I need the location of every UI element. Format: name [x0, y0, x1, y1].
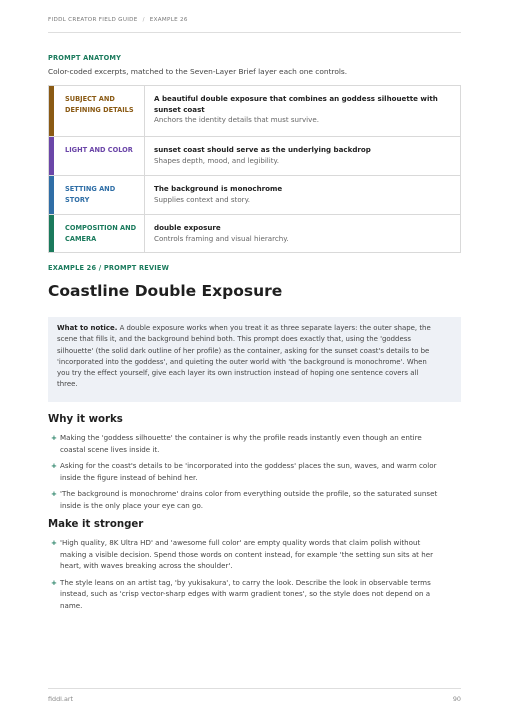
make-it-stronger-heading: Make it stronger: [48, 519, 144, 530]
layer-label-line: SETTING AND: [65, 185, 116, 193]
layer-row-setting: [49, 176, 460, 215]
plus-icon: +: [51, 538, 57, 547]
callout-line: scene that fills it, and the background behind both. This prompt does exactly that, using the 'goddess: [57, 335, 411, 344]
layer-color-bar: [49, 137, 54, 175]
layer-label-cell: [49, 215, 145, 252]
prompt-anatomy-table: [48, 85, 461, 253]
list-item: [48, 537, 461, 572]
callout-lead: What to notice.: [57, 324, 118, 332]
layer-label-cell: [49, 176, 145, 214]
bullet-line: 'High quality, 8K Ultra HD' and 'awesome full color' are empty quality words that claim polish without: [60, 538, 421, 547]
bullet-line: instead, such as 'crisp vector-sharp edges with warm gradient tones', so the style does not depend on a: [60, 589, 431, 598]
bullet-line: Asking for the coast's details to be 'incorporated into the goddess' places the sun, waves, and warm color: [60, 461, 437, 470]
example-number: EXAMPLE 26: [149, 17, 188, 23]
layer-note: Controls framing and visual hierarchy.: [154, 233, 289, 243]
list-item: [48, 460, 461, 483]
layer-color-bar: [49, 176, 54, 214]
guide-name: FIDDL CREATOR FIELD GUIDE: [48, 17, 138, 23]
plus-icon: +: [51, 433, 57, 442]
prompt-excerpt: A beautiful double exposure that combines an goddess silhouette with: [154, 94, 438, 103]
callout-line: three.: [57, 380, 78, 389]
layer-excerpt-cell: [145, 137, 460, 175]
page-title: Coastline Double Exposure: [48, 282, 283, 300]
list-item: [48, 577, 461, 612]
layer-excerpt-cell: [145, 176, 460, 214]
layer-label-line: LIGHT AND COLOR: [65, 146, 133, 154]
prompt-excerpt: sunset coast: [154, 104, 205, 114]
callout-line: [57, 323, 452, 334]
layer-color-bar: [49, 215, 54, 252]
bullet-line: inside is the only place your eye can go.: [60, 500, 204, 510]
callout-line: 'incorporated into the goddess', and quieting the outer world with 'the background is monochrome'. When: [57, 357, 427, 366]
make-it-stronger-list: [48, 537, 461, 616]
running-head: [48, 17, 188, 23]
anatomy-kicker: PROMPT ANATOMY: [48, 54, 122, 62]
layer-row-subject: [49, 86, 460, 137]
what-to-notice-callout: [48, 317, 461, 402]
prompt-excerpt: The background is monochrome: [154, 184, 283, 193]
layer-label-cell: [49, 137, 145, 175]
layer-label-line: COMPOSITION AND: [65, 224, 137, 232]
bullet-line: The style leans on an artist tag, 'by yukisakura', to carry the look. Describe the look in observable terms: [60, 577, 431, 587]
layer-note: Supplies context and story.: [154, 194, 251, 204]
layer-row-composition: [49, 215, 460, 253]
footer-site-name: fiddl.art: [48, 695, 73, 703]
layer-note: Shapes depth, mood, and legibility.: [154, 155, 279, 165]
plus-icon: +: [51, 489, 57, 498]
prompt-excerpt: sunset coast should serve as the underlying backdrop: [154, 145, 371, 154]
layer-note: Anchors the identity details that must survive.: [154, 115, 319, 124]
callout-line: silhouette' (the solid dark outline of her profile) as the container, asking for the sunset coast's details to be: [57, 346, 430, 355]
bullet-line: making a visible decision. Spend those words on content instead, for example 'the setting sun sits at her: [60, 549, 433, 559]
prompt-excerpt: double exposure: [154, 223, 221, 232]
layer-color-bar: [49, 86, 54, 136]
list-item: [48, 432, 461, 455]
list-item: [48, 488, 461, 511]
footer-divider: [48, 688, 461, 689]
layer-label-line: DEFINING DETAILS: [65, 105, 134, 114]
anatomy-intro: Color-coded excerpts, matched to the Seven-Layer Brief layer each one controls.: [48, 67, 348, 76]
review-kicker: EXAMPLE 26 / PROMPT REVIEW: [48, 264, 170, 272]
why-it-works-heading: Why it works: [48, 414, 123, 425]
layer-excerpt-cell: [145, 86, 460, 136]
header-divider: [48, 32, 461, 33]
page-number: 90: [452, 695, 461, 703]
bullet-line: name.: [60, 600, 83, 610]
layer-row-light: [49, 137, 460, 176]
callout-line: you try the effect yourself, give each layer its own instruction instead of hoping one sentence covers all: [57, 369, 419, 378]
bullet-line: 'The background is monochrome' drains color from everything outside the profile, so the saturated sunset: [60, 489, 438, 498]
plus-icon: +: [51, 461, 57, 470]
bullet-line: Making the 'goddess silhouette' the container is why the profile reads instantly even though an entire: [60, 433, 422, 442]
breadcrumb-separator: /: [142, 17, 145, 23]
layer-excerpt-cell: [145, 215, 460, 252]
plus-icon: +: [51, 577, 57, 587]
bullet-line: inside the figure instead of behind her.: [60, 472, 198, 482]
guide-page: [48, 0, 461, 720]
why-it-works-list: [48, 432, 461, 516]
bullet-line: heart, with waves breaking across the shoulder'.: [60, 561, 233, 570]
layer-label-line: SUBJECT AND: [65, 95, 115, 103]
layer-label-cell: [49, 86, 145, 136]
bullet-line: coastal scene lives inside it.: [60, 444, 160, 454]
layer-label-line: CAMERA: [65, 234, 97, 243]
layer-label-line: STORY: [65, 195, 90, 204]
callout-text: A double exposure works when you treat it as three separate layers: the outer shape, the: [119, 324, 431, 332]
